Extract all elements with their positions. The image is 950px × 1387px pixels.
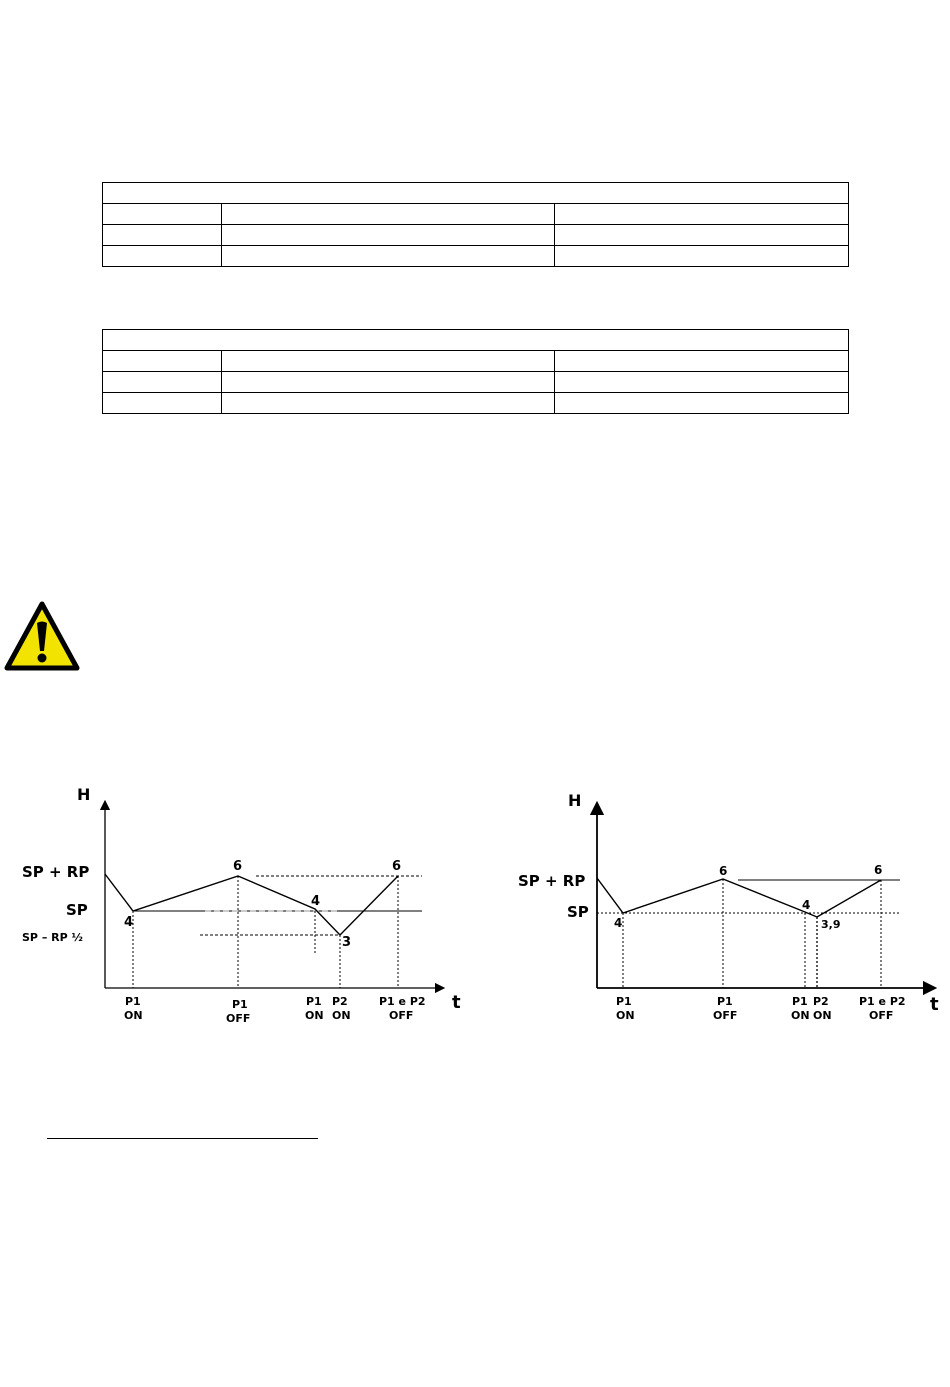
table-cell xyxy=(103,246,222,267)
y-label-sp-rp-half: SP – RP ½ xyxy=(22,931,83,944)
x-tick-label: P1 xyxy=(125,995,141,1008)
x-tick-label: P1 xyxy=(792,995,808,1008)
table-cell xyxy=(103,351,222,372)
table-cell xyxy=(222,246,555,267)
table-cell xyxy=(222,351,555,372)
x-tick-label: P1 xyxy=(717,995,733,1008)
x-tick-label: P1 xyxy=(232,998,248,1011)
table-cell xyxy=(555,225,849,246)
x-tick-label: OFF xyxy=(713,1009,738,1022)
table-row xyxy=(103,351,849,372)
x-tick-label: P1 e P2 xyxy=(859,995,906,1008)
table-cell xyxy=(222,204,555,225)
warning-triangle-icon xyxy=(4,601,80,671)
y-label-sp-rp: SP + RP xyxy=(22,863,90,881)
point-label: 6 xyxy=(719,864,728,878)
level-curve xyxy=(105,874,398,935)
x-tick-label: ON xyxy=(305,1009,324,1022)
table-cell xyxy=(222,372,555,393)
y-axis-title: H xyxy=(77,785,91,804)
empty-table-2 xyxy=(102,329,849,414)
table-cell xyxy=(555,393,849,414)
table-row xyxy=(103,393,849,414)
x-axis-title: t xyxy=(452,992,461,1013)
x-tick-label: P2 xyxy=(813,995,829,1008)
chart-left xyxy=(0,770,480,1040)
table-row xyxy=(103,330,849,351)
x-tick-label: OFF xyxy=(389,1009,414,1022)
y-axis-title: H xyxy=(568,791,582,810)
footnote-separator xyxy=(47,1138,318,1139)
table-row xyxy=(103,372,849,393)
table-cell xyxy=(103,204,222,225)
table-cell xyxy=(555,246,849,267)
x-tick-label: P2 xyxy=(332,995,348,1008)
point-label: 4 xyxy=(802,898,811,912)
table-cell xyxy=(222,225,555,246)
table-cell xyxy=(555,372,849,393)
point-label: 4 xyxy=(311,894,321,909)
table-cell xyxy=(555,351,849,372)
table-cell xyxy=(555,204,849,225)
table-row xyxy=(103,183,849,204)
point-label: 6 xyxy=(233,859,243,874)
chart-right xyxy=(495,770,950,1040)
table-row xyxy=(103,225,849,246)
x-tick-label: ON xyxy=(813,1009,832,1022)
table-cell xyxy=(103,393,222,414)
table-cell xyxy=(103,183,849,204)
x-tick-label: P1 xyxy=(616,995,632,1008)
table-cell xyxy=(103,225,222,246)
point-label: 6 xyxy=(392,859,402,874)
x-tick-label: P1 e P2 xyxy=(379,995,426,1008)
level-curve xyxy=(597,878,881,917)
y-label-sp: SP xyxy=(66,901,88,919)
x-tick-label: ON xyxy=(332,1009,351,1022)
point-label: 4 xyxy=(124,915,134,930)
table-cell xyxy=(103,330,849,351)
x-tick-label: ON xyxy=(124,1009,143,1022)
point-label: 6 xyxy=(874,863,883,877)
x-tick-label: OFF xyxy=(869,1009,894,1022)
x-tick-label: ON xyxy=(791,1009,810,1022)
x-axis-title: t xyxy=(930,994,939,1015)
point-label: 3,9 xyxy=(821,918,841,931)
table-row xyxy=(103,204,849,225)
x-tick-label: OFF xyxy=(226,1012,251,1025)
table-cell xyxy=(222,393,555,414)
table-row xyxy=(103,246,849,267)
y-label-sp: SP xyxy=(567,903,589,921)
point-label: 3 xyxy=(342,935,352,950)
y-label-sp-rp: SP + RP xyxy=(518,872,586,890)
x-tick-label: ON xyxy=(616,1009,635,1022)
empty-table-1 xyxy=(102,182,849,267)
x-tick-label: P1 xyxy=(306,995,322,1008)
point-label: 4 xyxy=(614,916,623,930)
table-cell xyxy=(103,372,222,393)
